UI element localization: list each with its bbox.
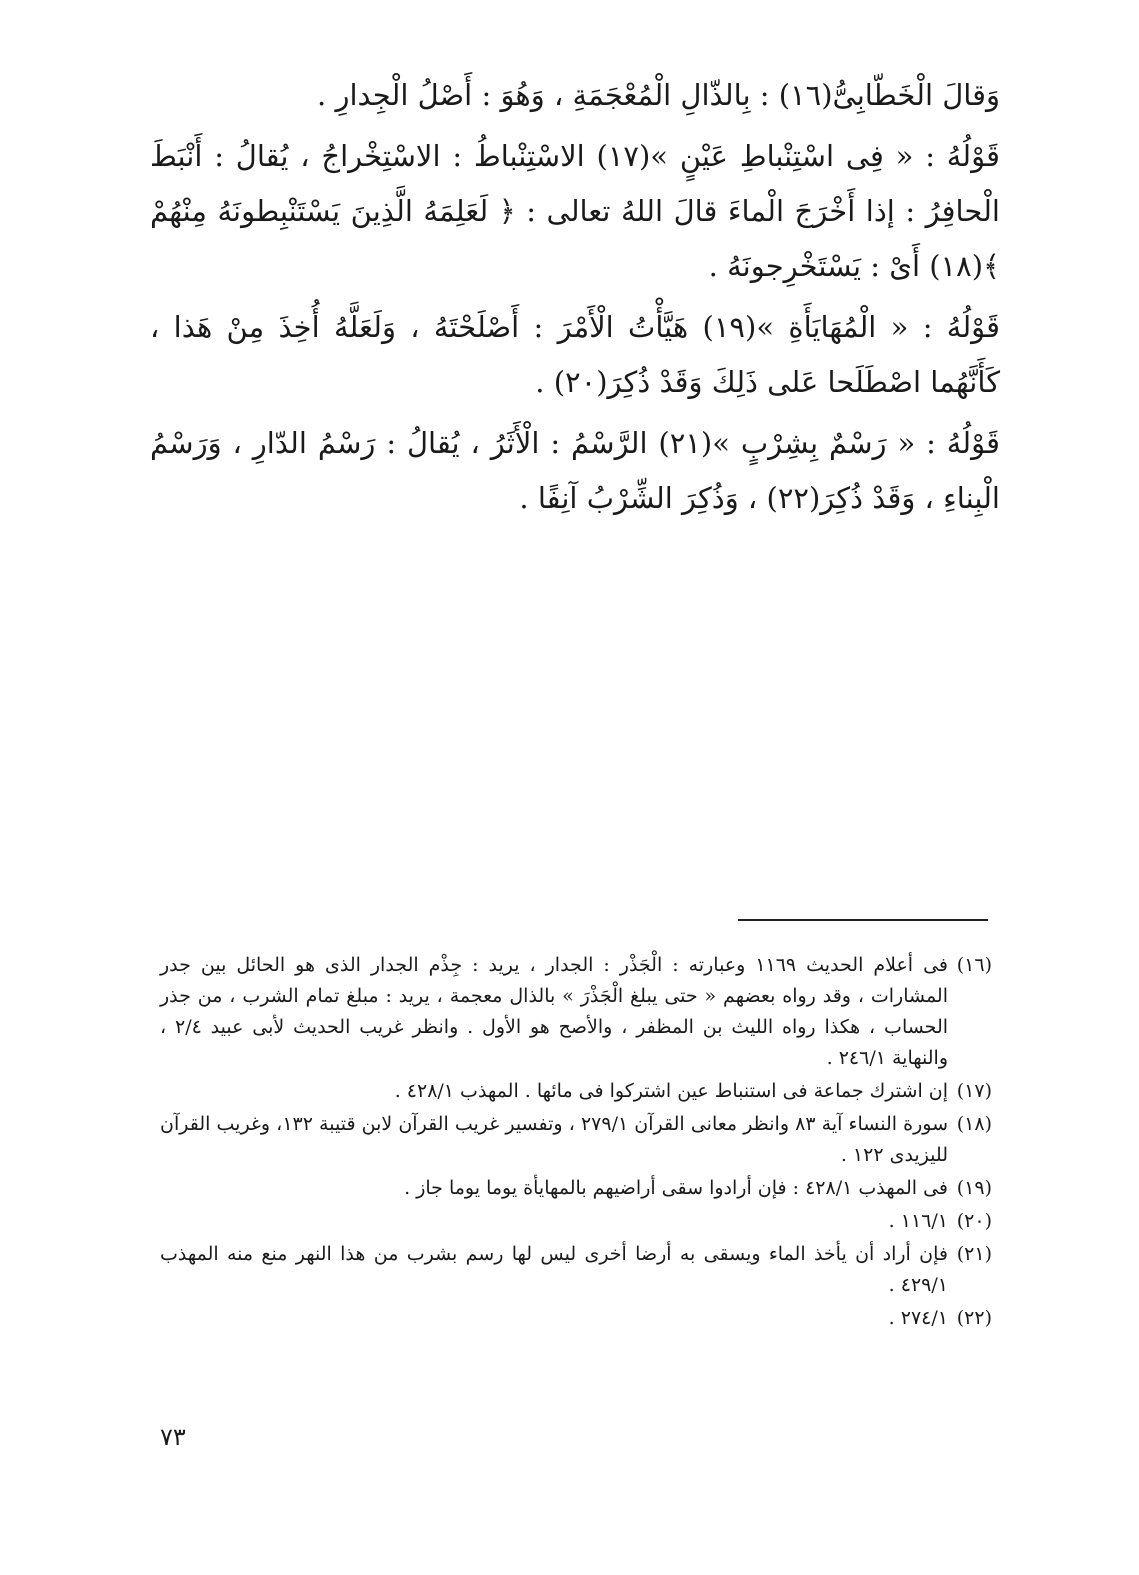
main-paragraph-3: قَوْلُهُ : « الْمُهَايَأَةِ »(١٩) هَيَّأْتُ الْأَمْرَ : أَصْلَحْتَهُ ، وَلَعَلَّهُ أُخِذَ مِنْ هَذا ، كَأَنَّهُما اصْطَلَحا عَلى ذَلِكَ وَقَدْ ذُكِرَ(٢٠) . — [150, 310, 1001, 399]
footnote-number: (١٦) — [956, 954, 992, 976]
footnote-number: (٢٠) — [956, 1210, 992, 1232]
main-paragraph-1: وَقالَ الْخَطّابِىُّ(١٦) : بِالذّالِ الْمُعْجَمَةِ ، وَهُوَ : أَصْلُ الْجِدارِ . — [317, 78, 1000, 112]
footnote-19 — [160, 1173, 992, 1204]
footnote-21 — [160, 1239, 992, 1301]
footnote-text: ٢٧٤/١ . — [888, 1307, 948, 1329]
footnote-number: (١٩) — [956, 1177, 992, 1199]
page-number: ٧٣ — [160, 1423, 186, 1451]
footnotes — [160, 950, 992, 1336]
footnote-number: (٢٢) — [956, 1307, 992, 1329]
footnote-number: (١٧) — [956, 1080, 992, 1102]
footnote-17 — [160, 1076, 992, 1107]
footnote-number: (١٨) — [956, 1113, 992, 1135]
main-paragraph-4: قَوْلُهُ : « رَسْمٌ بِشِرْبٍ »(٢١) الرَّسْمُ : الْأَثَرُ ، يُقالُ : رَسْمُ الدّارِ ، وَرَسْمُ الْبِناءِ ، وَقَدْ ذُكِرَ(٢٢) ، وَذُكِرَ الشِّرْبُ آنِفًا . — [150, 426, 1000, 515]
footnote-text: فإن أراد أن يأخذ الماء ويسقى به أرضا أخرى ليس لها رسم بشرب من هذا النهر منع منه المهذب ٤٢٩/١ . — [160, 1243, 948, 1296]
footnote-text: إن اشترك جماعة فى استنباط عين اشتركوا فى مائها . المهذب ٤٢٨/١ . — [394, 1080, 948, 1102]
main-paragraph-2: قَوْلُهُ : « فِى اسْتِنْباطِ عَيْنٍ »(١٧) الاسْتِنْباطُ : الاسْتِخْراجُ ، يُقالُ : أَنْبَطَ الْحافِرُ : إذا أَخْرَجَ الْماءَ قالَ اللهُ تعالى : ﴿ لَعَلِمَهُ الَّذِينَ يَسْتَنْبِطونَهُ مِنْهُمْ ﴾(١٨) أَىْ : يَسْتَخْرِجونَهُ . — [150, 139, 1000, 283]
footnote-16 — [160, 950, 992, 1074]
footnote-text: فى المهذب ٤٢٨/١ : فإن أرادوا سقى أراضيهم بالمهايأة يوما يوما جاز . — [404, 1177, 948, 1199]
footnote-22 — [160, 1303, 992, 1334]
footnote-text: سورة النساء آية ٨٣ وانظر معانى القرآن ٢٧٩/١ ، وتفسير غريب القرآن لابن قتيبة ١٣٢، وغريب القرآن لليزيدى ١٢٢ . — [160, 1113, 948, 1166]
main-text — [150, 68, 1000, 532]
footnote-number: (٢١) — [956, 1243, 992, 1265]
footnote-20 — [160, 1206, 992, 1237]
footnote-text: فى أعلام الحديث ١١٦٩ وعبارته : الْجَذْر : الجدار ، يريد : جِذْم الجدار الذى هو الحائل بين جدر المشارات ، وقد رواه بعضهم « حتى يبلغ الْجَذْرَ » بالذال معجمة ، يريد : مبلغ تمام الشرب ، من جذر الحساب ، هكذا رواه الليث بن المظفر ، والأصح هو الأول . وانظر غريب الحديث لأبى عبيد ٢/٤ ، والنهاية ٢٤٦/١ . — [160, 954, 949, 1069]
footnote-18 — [160, 1109, 992, 1171]
footnote-divider — [738, 919, 988, 921]
footnote-text: ١١٦/١ . — [888, 1210, 948, 1232]
